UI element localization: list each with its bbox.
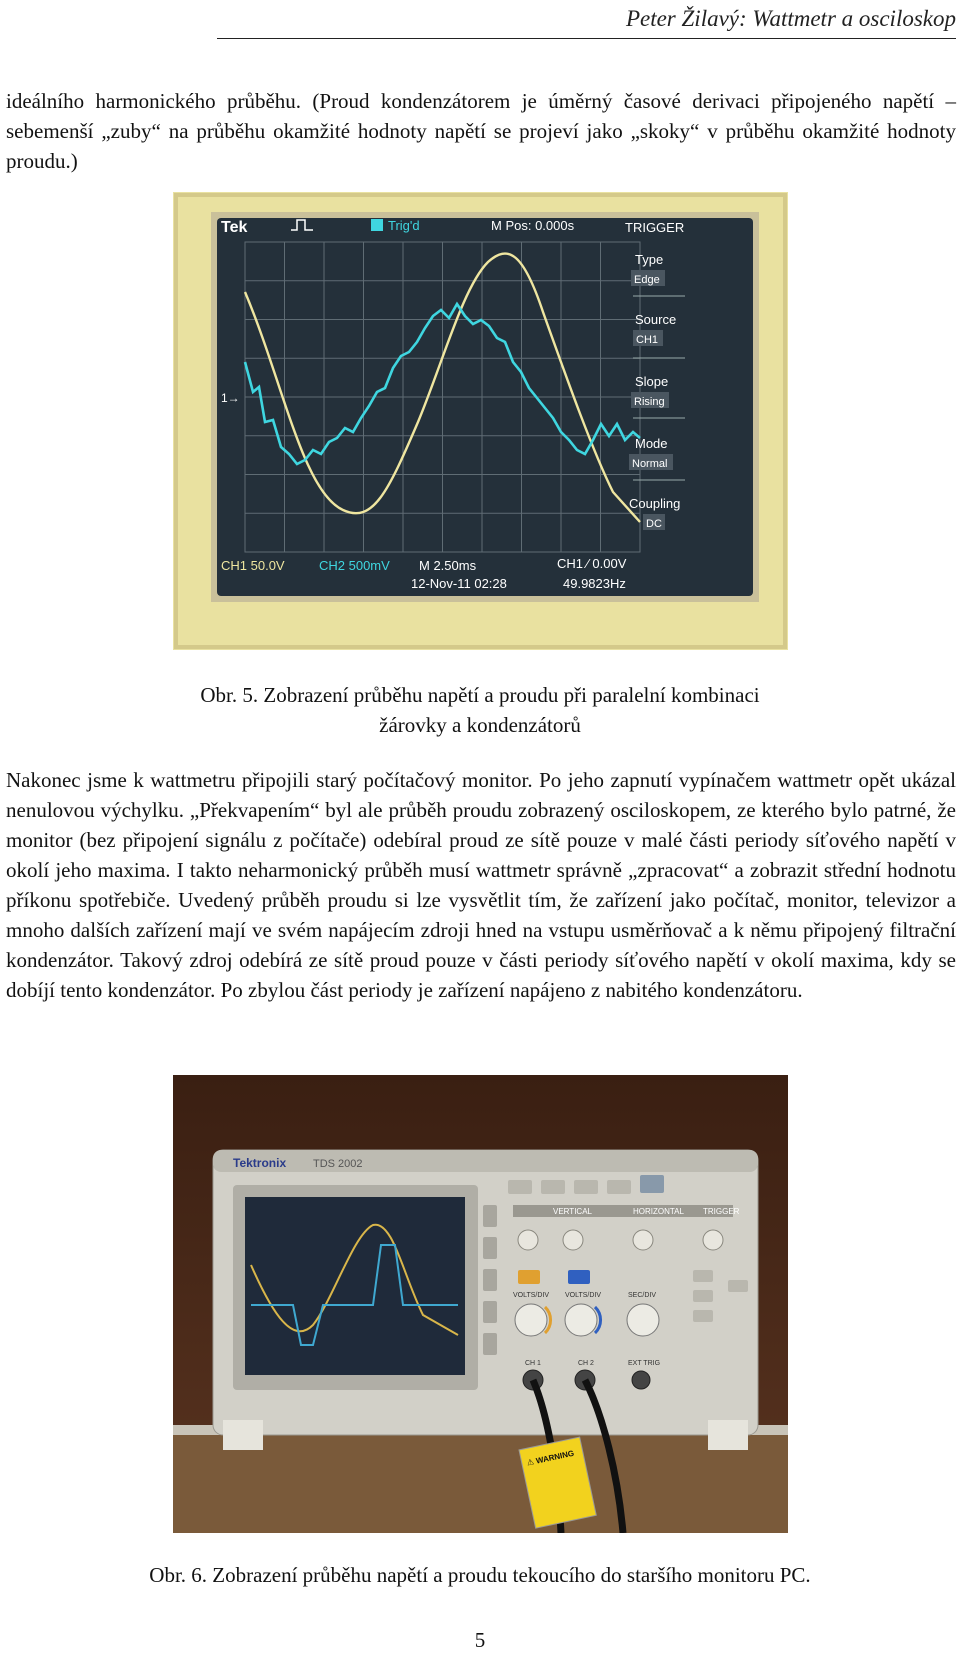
figure-5-caption-line-1: Obr. 5. Zobrazení průběhu napětí a proudu při paralelní kombinaci [200,683,760,707]
menu-label-2: Slope [635,374,669,389]
menu-label-3: Mode [635,436,668,451]
paragraph-1: ideálního harmonického průběhu. (Proud kondenzátorem je úměrný časové derivaci připojeného napětí – sebemenší „zuby“ na průběhu okamžité hodnoty napětí se projeví jako „skoky“ v průběhu okamžité hodnoty proudu.) [6,89,956,173]
paragraph-2: Nakonec jsme k wattmetru připojili starý počítačový monitor. Po jeho zapnutí vypínačem wattmetr opět ukázal nenulovou výchylku. „Překvapením“ byl ale průběh proudu zobrazený osciloskopem, ze kterého bylo patrné, že monitor (bez připojení signálu z počítače) odebíral proud ze sítě pouze v malé části periody síťového napětí v okolí jeho maxima. I takto neharmonický průběh musí wattmetr správně „zpracovat“ a zobrazit střední hodnotu příkonu spotřebiče. Uvedený průběh proudu si lze vysvětlit tím, že zařízení jako počítač, monitor, televizor a mnoho dalších zařízení mají ve svém napájecím zdroji hned na vstupu usměrňovač a k němu připojený filtrační kondenzátor. Takový zdroj odebírá ze sítě proud pouze v části periody síťového napětí v okolí maxima, kdy se dobíjí tento kondenzátor. Po zbylou část periody je zařízení napájeno z nabitého kondenzátoru. [6,768,956,1002]
ch2-scale: CH2 500mV [319,558,390,573]
menu-value-2: Rising [634,396,665,408]
header-rule [217,38,956,39]
page-number: 5 [474,1628,486,1652]
device-brand: Tektronix [233,1156,287,1170]
menu-label-1: Source [635,312,677,327]
menu-label-0: Type [635,252,664,267]
figure-5-caption-line-2: žárovky a kondenzátorů [379,713,581,737]
figure-6-photo [173,1075,788,1533]
sec-div-label: SEC/DIV [628,1292,657,1299]
time-scale: M 2.50ms [419,558,477,573]
menu-label-4: Coupling [629,496,681,511]
ch1-marker: 1→ [221,391,240,405]
menu-value-3: Normal [632,458,668,470]
volts-div-1-label: VOLTS/DIV [513,1292,550,1299]
scope-brand: Tek [221,219,248,236]
vertical-label: VERTICAL [553,1207,592,1216]
frequency-readout: 49.9823Hz [563,576,626,591]
device-model: TDS 2002 [313,1158,363,1170]
warning-tag-label: ⚠ WARNING [525,1448,575,1468]
menu-value-1: CH1 [636,334,659,346]
menu-value-4: DC [646,518,662,530]
volts-div-2-label: VOLTS/DIV [565,1292,602,1299]
menu-title: TRIGGER [625,220,685,235]
ch1-connector-label: CH 1 [525,1360,541,1367]
date-time: 12-Nov-11 02:28 [411,576,507,591]
m-pos: M Pos: 0.000s [491,218,575,233]
trigger-label: TRIGGER [703,1207,740,1216]
ch1-scale: CH1 50.0V [221,558,285,573]
trigger-status: Trig'd [388,218,420,233]
ext-trig-label: EXT TRIG [628,1360,661,1367]
menu-value-0: Edge [634,274,660,286]
ch2-connector-label: CH 2 [578,1360,594,1367]
running-header: Peter Žilavý: Wattmetr a osciloskop [625,6,956,31]
figure-5-photo [173,192,788,650]
trigger-info: CH1 ⁄ 0.00V [557,556,627,571]
figure-6-caption: Obr. 6. Zobrazení průběhu napětí a proudu tekoucího do staršího monitoru PC. [149,1563,811,1587]
horizontal-label: HORIZONTAL [633,1207,684,1216]
